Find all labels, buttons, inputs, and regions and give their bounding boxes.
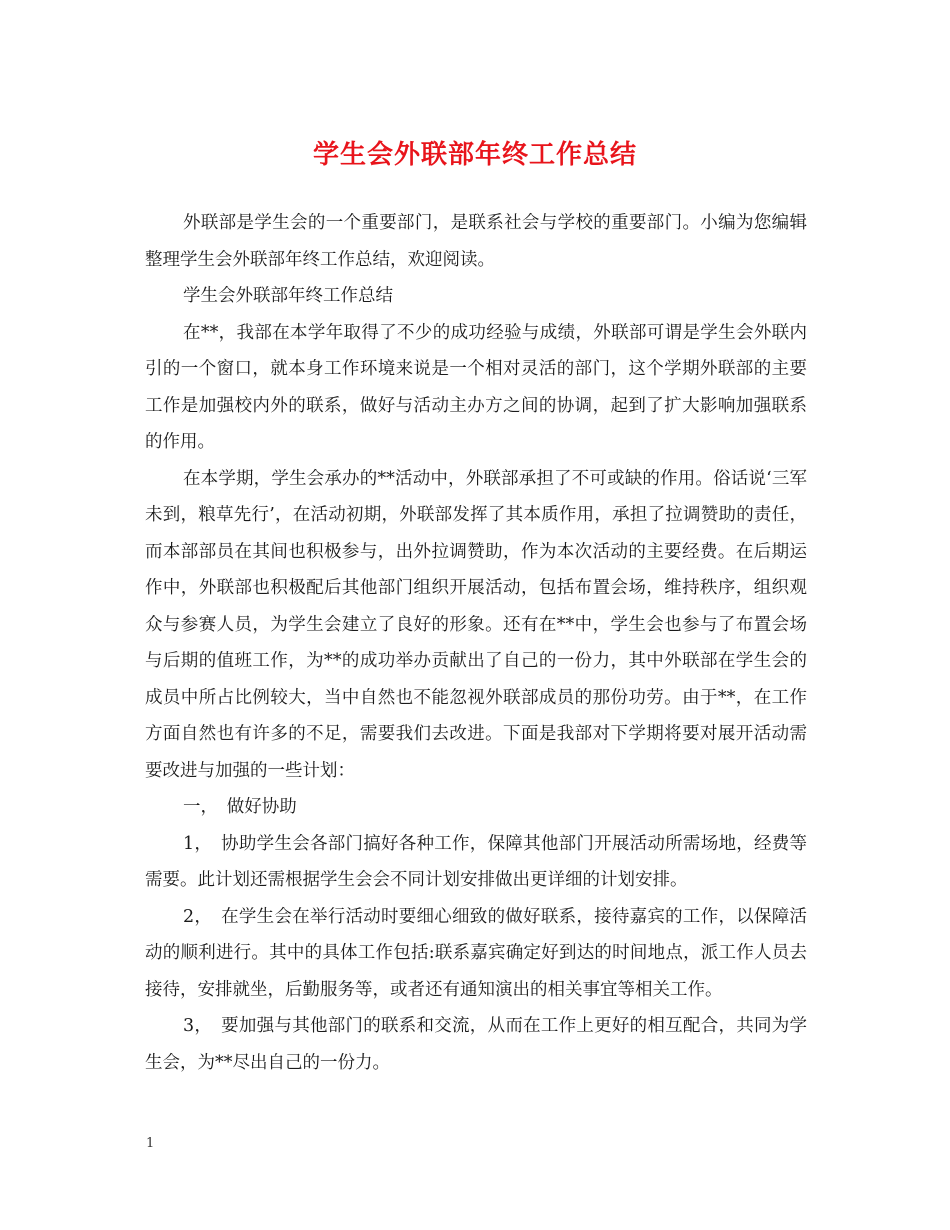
document-title: 学生会外联部年终工作总结: [312, 140, 637, 170]
plan-item-3: 3， 要加强与其他部门的联系和交流，从而在工作上更好的相互配合，共同为学生会，为**尽出自己的一份力。: [145, 1016, 807, 1073]
section-heading-1: 一， 做好协助: [183, 797, 297, 817]
semester-paragraph: 在本学期，学生会承办的**活动中，外联部承担了不可或缺的作用。俗话说‘三军未到，粮草先行’，在活动初期，外联部发挥了其本质作用，承担了拉调赞助的责任，而本部部员在其间也积极参与，出外拉调赞助，作为本次活动的主要经费。在后期运作中，外联部也积极配后其他部门组织开展活动，包括布置会场，维持秩序，组织观众与参赛人员，为学生会建立了良好的形象。还有在**中，学生会也参与了布置会场与后期的值班工作，为**的成功举办贡献出了自己的一份力，其中外联部在学生会的成员中所占比例较大，当中自然也不能忽视外联部成员的那份功劳。由于**，在工作方面自然也有许多的不足，需要我们去改进。下面是我部对下学期将要对展开活动需要改进与加强的一些计划：: [145, 468, 807, 781]
plan-item-1: 1， 协助学生会各部门搞好各种工作，保障其他部门开展活动所需场地，经费等需要。此计划还需根据学生会会不同计划安排做出更详细的计划安排。: [145, 833, 807, 890]
subtitle-paragraph: 学生会外联部年终工作总结: [183, 286, 393, 306]
overview-paragraph: 在**，我部在本学年取得了不少的成功经验与成绩，外联部可谓是学生会外联内引的一个窗口，就本身工作环境来说是一个相对灵活的部门，这个学期外联部的主要工作是加强校内外的联系，做好与活动主办方之间的协调，起到了扩大影响加强联系的作用。: [145, 322, 807, 452]
intro-paragraph: 外联部是学生会的一个重要部门，是联系社会与学校的重要部门。小编为您编辑整理学生会外联部年终工作总结，欢迎阅读。: [145, 213, 807, 270]
page-number: 1: [146, 1136, 155, 1151]
document-body: [145, 205, 807, 1081]
plan-item-2: 2， 在学生会在举行活动时要细心细致的做好联系，接待嘉宾的工作，以保障活动的顺利进行。其中的具体工作包括:联系嘉宾确定好到达的时间地点，派工作人员去接待，安排就坐，后勤服务等，或者还有通知演出的相关事宜等相关工作。: [145, 906, 807, 1000]
